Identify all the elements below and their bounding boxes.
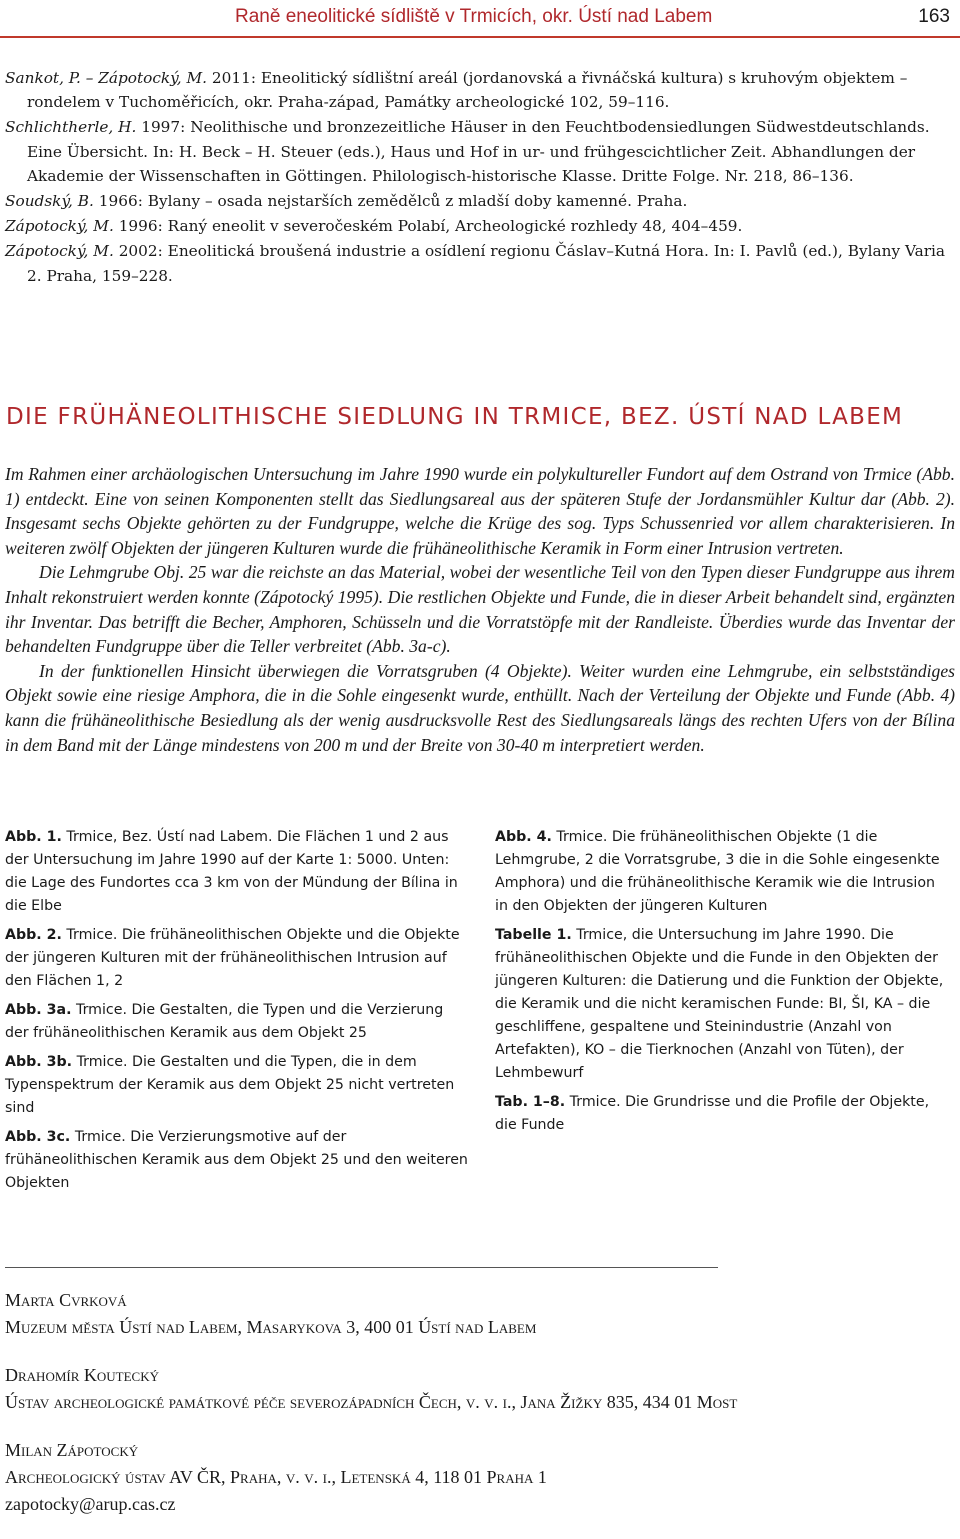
- figure-caption: [5, 1051, 471, 1120]
- caption-label: Tabelle 1.: [495, 927, 572, 943]
- reference-entry: [5, 189, 955, 213]
- summary-text: [5, 462, 955, 757]
- reference-text: Eneolitický sídlištní areál (jordanovská a řivnáčská kultura) s kruhovým objektem –rondelem v Tuchoměřicích, okr. Praha-západ, Památky archeologické 102, 59–116.: [27, 69, 908, 112]
- author-block: [5, 1287, 955, 1341]
- running-title: Raně eneolitické sídliště v Trmicích, okr. Ústí nad Labem: [235, 6, 713, 27]
- author-institution: Muzeum města Ústí nad Labem, Masarykova 3, 400 01 Ústí nad Labem: [5, 1317, 537, 1337]
- reference-text: Neolithische und bronzezeitliche Häuser in den Feuchtbodensiedlungen Südwestdeutschlands. Eine Übersicht. In: H. Beck – H. Steuer (eds.), Haus und Hof in ur- und frühgescichtlicher Zeit. Abhandlungen der Akademie der Wissenschaften in Göttingen. Philologisch-historische Klasse. Dritte Folge. Nr. 218, 86–136.: [27, 118, 930, 185]
- figure-caption: [5, 999, 471, 1045]
- caption-text: Trmice. Die frühäneolithischen Objekte (1 die Lehmgrube, 2 die Vorratsgrube, 3 die in die Sohle eingesenkte Amphora) und die frühäneolithische Keramik wie die Intrusion in den Objekten der jüngeren Kulturen: [495, 829, 940, 914]
- figure-caption: [5, 1126, 471, 1195]
- reference-author: Soudský, B.: [5, 192, 94, 211]
- header-rule: [0, 36, 960, 38]
- caption-label: Abb. 2.: [5, 927, 62, 943]
- caption-text: Trmice, die Untersuchung im Jahre 1990. Die frühäneolithischen Objekte und die Funde in den Objekten der jüngeren Kulturen: die Datierung und die Funktion der Objekte, die Keramik und die nicht keramischen Funde: BI, ŠI, KA – die geschliffene, gespaltene und Steinindustrie (Anzahl von Artefakten), KO – die Tierknochen (Anzahl von Tüten), der Lehmbewurf: [495, 927, 944, 1081]
- caption-label: Abb. 1.: [5, 829, 62, 845]
- summary-heading: DIE FRÜHÄNEOLITHISCHE SIEDLUNG IN TRMICE, BEZ. ÚSTÍ NAD LABEM: [6, 404, 904, 430]
- author-institution: Archeologický ústav AV ČR, Praha, v. v. i., Letenská 4, 118 01 Praha 1: [5, 1467, 547, 1487]
- reference-year: 1966:: [98, 192, 143, 211]
- reference-entry: [5, 239, 955, 287]
- author-block: [5, 1437, 955, 1518]
- reference-author: Zápotocký, M.: [5, 242, 114, 261]
- reference-year: 2002:: [118, 242, 163, 261]
- reference-entry: [5, 115, 955, 188]
- figure-caption: [495, 826, 950, 918]
- reference-year: 2011:: [211, 69, 257, 87]
- caption-text: Trmice. Die Grundrisse und die Profile der Objekte, die Funde: [495, 1094, 930, 1133]
- reference-year: 1996:: [118, 217, 163, 236]
- caption-label: Abb. 3c.: [5, 1129, 71, 1145]
- caption-text: Trmice. Die Gestalten und die Typen, die in dem Typenspektrum der Keramik aus dem Objekt 25 nicht vertreten sind: [5, 1054, 455, 1116]
- page-number: 163: [918, 6, 950, 27]
- affiliation-divider: [5, 1267, 718, 1268]
- caption-text: Trmice. Die Verzierungsmotive auf der frühäneolithischen Keramik aus dem Objekt 25 und den weiteren Objekten: [5, 1129, 468, 1191]
- reference-year: 1997:: [141, 118, 186, 137]
- author-institution: Ústav archeologické památkové péče severozápadních Čech, v. v. i., Jana Žižky 835, 434 01 Most: [5, 1392, 738, 1412]
- figure-caption: [5, 826, 471, 918]
- reference-entry: [5, 66, 955, 114]
- reference-text: Bylany – osada nejstarších zemědělců z mladší doby kamenné. Praha.: [147, 192, 688, 211]
- reference-author: Zápotocký, M.: [5, 217, 114, 236]
- author-email-link[interactable]: zapotocky@arup.cas.cz: [5, 1494, 176, 1514]
- reference-text: Raný eneolit v severočeském Polabí, Archeologické rozhledy 48, 404–459.: [167, 217, 743, 236]
- caption-text: Trmice. Die Gestalten, die Typen und die Verzierung der frühäneolithischen Keramik aus dem Objekt 25: [5, 1002, 444, 1041]
- reference-author: Sankot, P. – Zápotocký, M.: [5, 69, 208, 87]
- summary-paragraph: In der funktionellen Hinsicht überwiegen die Vorratsgruben (4 Objekte). Weiter wurden eine Lehmgrube, ein selbstständiges Objekt sowie eine riesige Amphora, die in die Sohle eingesenkt wurde, enthüllt. Nach der Verteilung der Objekte und Funde (Abb. 4) kann die frühäneolithische Besiedlung als der wenig ausdrucksvolle Rest des Siedlungsareals längs des rechten Ufers von der Bílina in dem Band mit der Länge mindestens von 200 m und der Breite von 30-40 m interpretiert werden.: [5, 660, 955, 755]
- author-block: [5, 1362, 955, 1416]
- caption-label: Abb. 4.: [495, 829, 552, 845]
- caption-text: Trmice, Bez. Ústí nad Labem. Die Flächen 1 und 2 aus der Untersuchung im Jahre 1990 auf der Karte 1: 5000. Unten: die Lage des Fundortes cca 3 km von der Mündung der Bílina in die Elbe: [5, 829, 458, 914]
- plate-caption: [495, 1091, 950, 1137]
- caption-label: Tab. 1–8.: [495, 1094, 566, 1110]
- author-affiliations: [5, 1287, 955, 1539]
- summary-paragraph: Im Rahmen einer archäologischen Untersuchung im Jahre 1990 wurde ein polykultureller Fundort auf dem Ostrand von Trmice (Abb. 1) entdeckt. Eine von seinen Komponenten stellt das Siedlungsareal aus der späteren Stufe der Jordansmühler Kultur dar (Abb. 2). Insgesamt sechs Objekte gehörten zu der Fundgruppe, welche die Krüge des sog. Typs Schussenried vor allem charakterisieren. In weiteren zwölf Objekten der jüngeren Kulturen wurde die frühäneolithische Keramik in Form einer Intrusion vertreten.: [5, 464, 955, 558]
- reference-author: Schlichtherle, H.: [5, 118, 137, 137]
- reference-list: [5, 66, 955, 289]
- reference-entry: [5, 214, 955, 238]
- author-name: Milan Zápotocký: [5, 1440, 139, 1460]
- caption-label: Abb. 3a.: [5, 1002, 72, 1018]
- table-caption: [495, 924, 950, 1085]
- reference-text: Eneolitická broušená industrie a osídlení regionu Čáslav–Kutná Hora. In: I. Pavlů (ed.), Bylany Varia 2. Praha, 159–228.: [27, 242, 946, 285]
- caption-label: Abb. 3b.: [5, 1054, 73, 1070]
- running-header: [0, 2, 960, 36]
- caption-column-left: [5, 826, 471, 1201]
- caption-column-right: [495, 826, 950, 1143]
- figure-caption: [5, 924, 471, 993]
- author-name: Marta Cvrková: [5, 1290, 127, 1310]
- caption-text: Trmice. Die frühäneolithischen Objekte und die Objekte der jüngeren Kulturen mit der frühäneolithischen Intrusion auf den Flächen 1, 2: [5, 927, 460, 989]
- summary-paragraph: Die Lehmgrube Obj. 25 war die reichste an das Material, wobei der wesentliche Teil von den Typen dieser Fundgruppe aus ihrem Inhalt rekonstruiert werden konnte (Zápotocký 1995). Die restlichen Objekte und Funde, die in dieser Arbeit behandelt sind, ergänzten ihr Inventar. Das betrifft die Becher, Amphoren, Schüsseln und die Vorratstöpfe mit der Randleiste. Überdies wurde das Inventar der behandelten Fundgruppe über die Teller verbreitet (Abb. 3a-c).: [5, 562, 955, 657]
- author-name: Drahomír Koutecký: [5, 1365, 159, 1385]
